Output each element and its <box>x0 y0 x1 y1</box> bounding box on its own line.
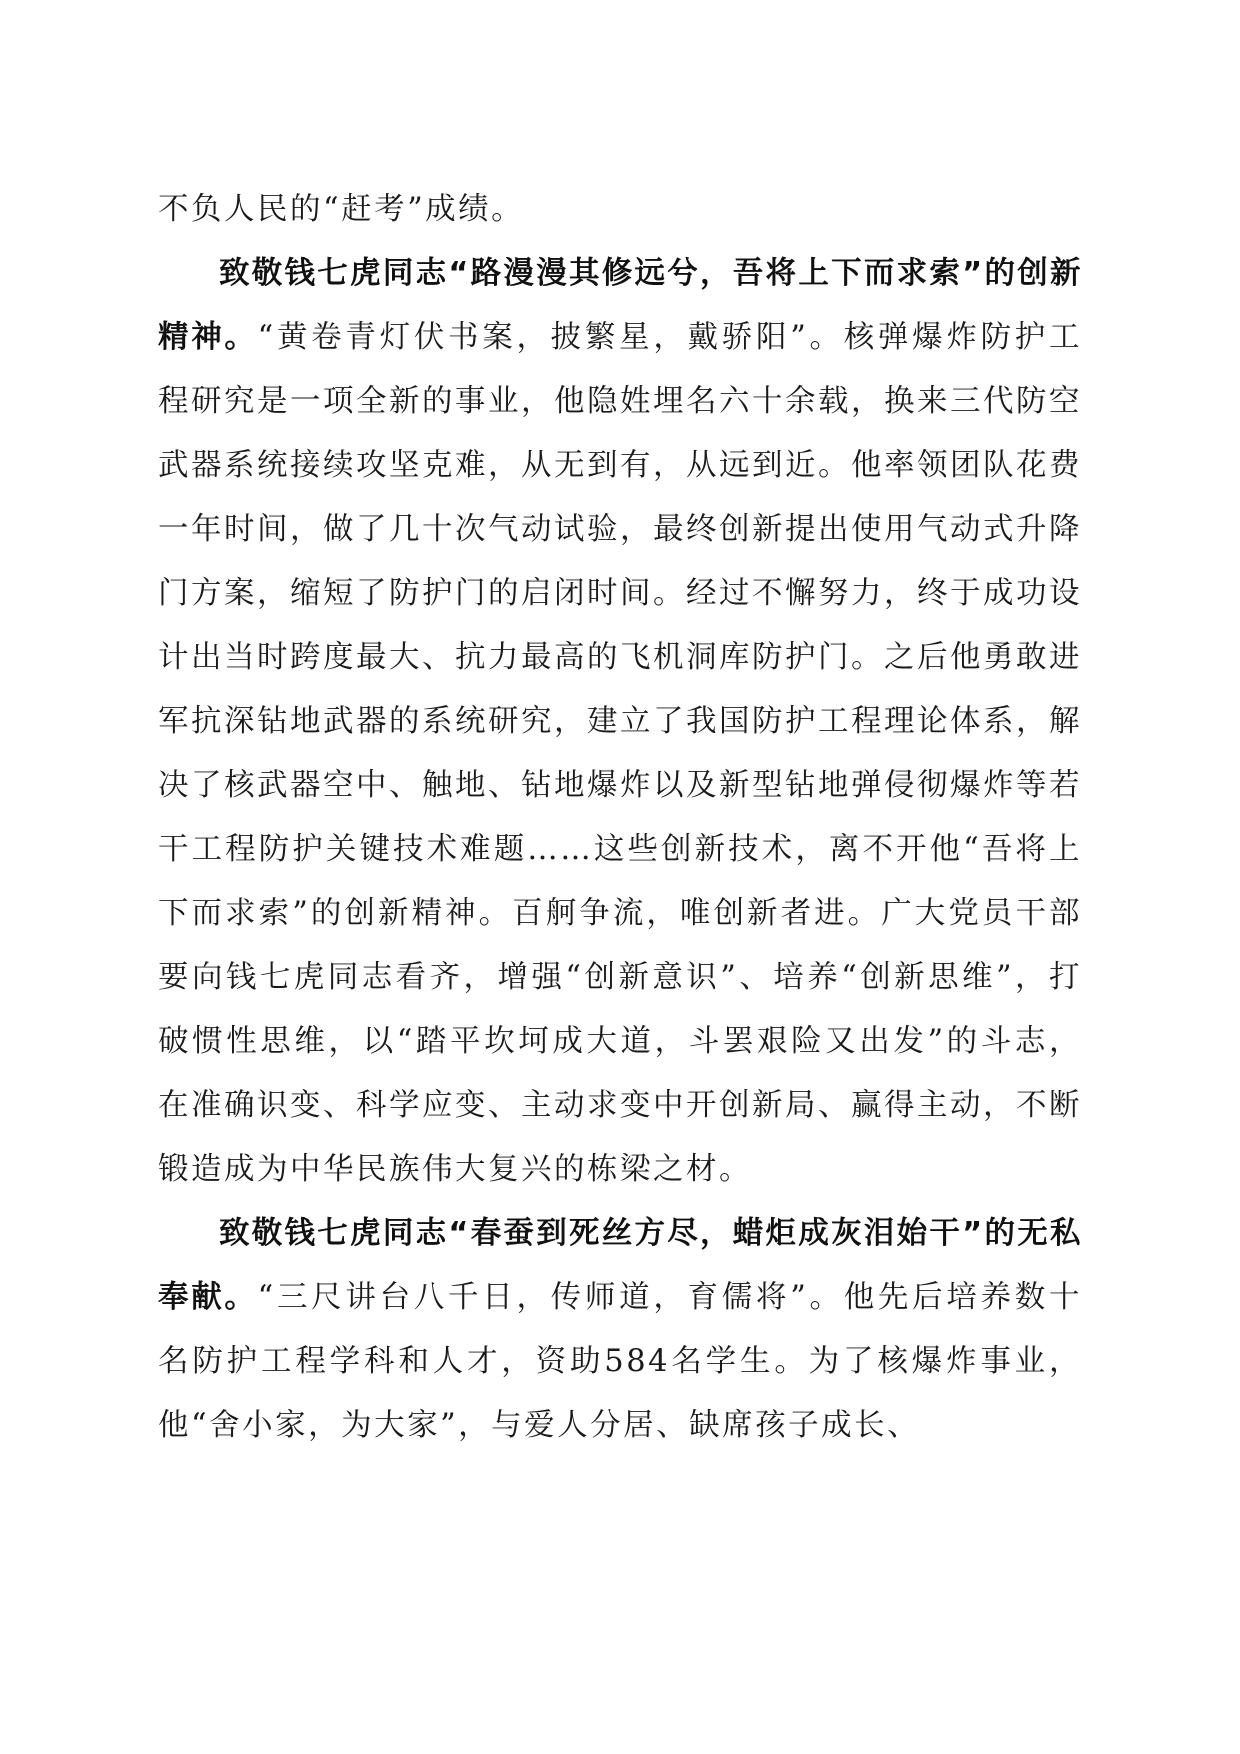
paragraph-selfless-dedication <box>158 1202 1082 1458</box>
paragraph-text: “三尺讲台八千日，传师道，育儒将”。他先后培养数十名防护工程学科和人才，资助584名学生。为了核爆炸事业，他“舍小家，为大家”，与爱人分居、缺席孩子成长、 <box>158 1280 1083 1443</box>
document-body <box>158 178 1082 1458</box>
paragraph-innovation-spirit <box>158 242 1082 1202</box>
paragraph-continuation <box>158 178 1082 242</box>
paragraph-lead-heading: 致敬钱七虎同志“路漫漫其修远兮，吾将上下而求索”的创新精神。 <box>158 256 1082 355</box>
paragraph-lead-heading: 致敬钱七虎同志“春蚕到死丝方尽，蜡炬成灰泪始干”的无私奉献。 <box>158 1216 1082 1315</box>
paragraph-text: “黄卷青灯伏书案，披繁星，戴骄阳”。核弹爆炸防护工程研究是一项全新的事业，他隐姓埋名六十余载，换来三代防空武器系统接续攻坚克难，从无到有，从远到近。他率领团队花费一年时间，做了几十次气动试验，最终创新提出使用气动式升降门方案，缩短了防护门的启闭时间。经过不懈努力，终于成功设计出当时跨度最大、抗力最高的飞机洞库防护门。之后他勇敢进军抗深钻地武器的系统研究，建立了我国防护工程理论体系，解决了核武器空中、触地、钻地爆炸以及新型钻地弹侵彻爆炸等若干工程防护关键技术难题……这些创新技术，离不开他“吾将上下而求索”的创新精神。百舸争流，唯创新者进。广大党员干部要向钱七虎同志看齐，增强“创新意识”、培养“创新思维”，打破惯性思维，以“踏平坎坷成大道，斗罢艰险又出发”的斗志，在准确识变、科学应变、主动求变中开创新局、赢得主动，不断锻造成为中华民族伟大复兴的栋梁之材。 <box>158 320 1083 1187</box>
paragraph-text: 不负人民的“赶考”成绩。 <box>158 192 525 227</box>
